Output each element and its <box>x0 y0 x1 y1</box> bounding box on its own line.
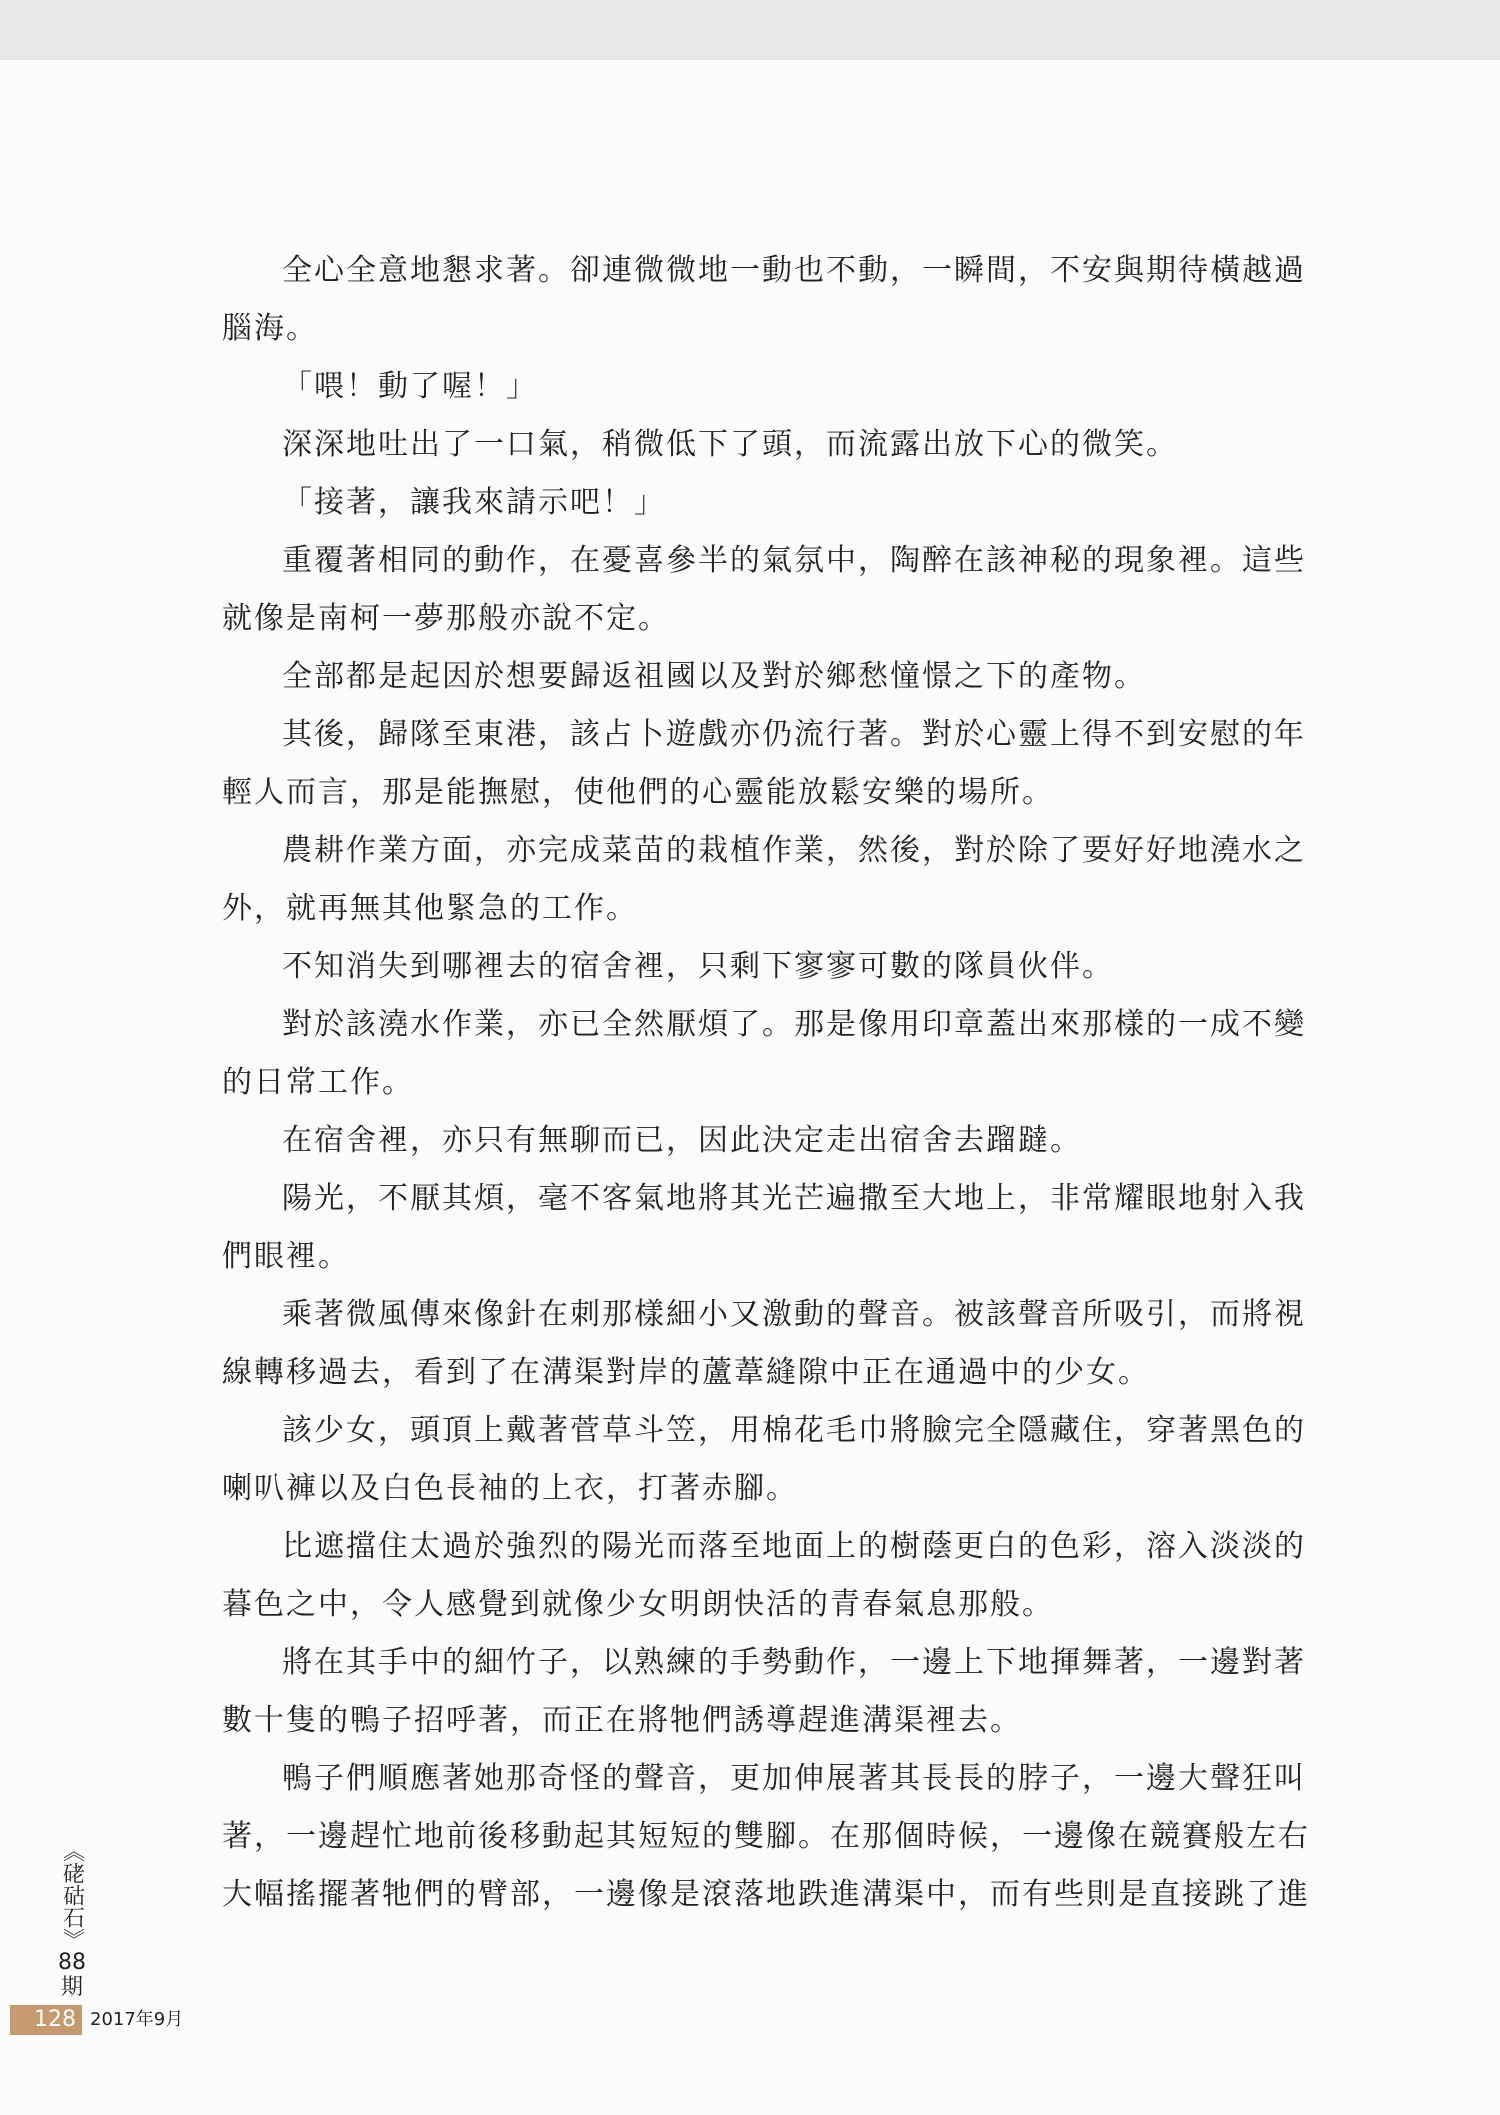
paragraph: 全部都是起因於想要歸返祖國以及對於鄉愁憧憬之下的產物。 <box>282 659 1146 694</box>
issue-number: 88 <box>58 1950 86 1975</box>
paragraph: 在宿舍裡，亦只有無聊而已，因此決定走出宿舍去蹓躂。 <box>282 1123 1082 1158</box>
paragraph: 重覆著相同的動作，在憂喜參半的氣氛中，陶醉在該神秘的現象裡。這些就像是南柯一夢那般亦說不定。 <box>222 543 1306 636</box>
page-number: 128 <box>10 2005 82 2035</box>
paragraph: 該少女，頭頂上戴著菅草斗笠，用棉花毛巾將臉完全隱藏住，穿著黑色的喇叭褲以及白色長袖的上衣，打著赤腳。 <box>222 1413 1306 1506</box>
paragraph: 比遮擋住太過於強烈的陽光而落至地面上的樹蔭更白的色彩，溶入淡淡的暮色之中，令人感覺到就像少女明朗快活的青春氣息那般。 <box>222 1529 1306 1622</box>
dialogue-line: 「接著，讓我來請示吧！」 <box>282 485 666 520</box>
issue-date: 2017年9月 <box>90 2009 184 2030</box>
paragraph: 其後，歸隊至東港，該占卜遊戲亦仍流行著。對於心靈上得不到安慰的年輕人而言，那是能撫慰，使他們的心靈能放鬆安樂的場所。 <box>222 717 1306 810</box>
magazine-title: 《硓𥑮石》 <box>59 1840 85 1950</box>
issue-suffix: 期 <box>60 1975 83 2000</box>
paragraph: 深深地吐出了一口氣，稍微低下了頭，而流露出放下心的微笑。 <box>282 427 1178 462</box>
paragraph: 不知消失到哪裡去的宿舍裡，只剩下寥寥可數的隊員伙伴。 <box>282 949 1114 984</box>
magazine-sidebar-label <box>52 1840 92 2000</box>
paragraph: 鴨子們順應著她那奇怪的聲音，更加伸展著其長長的脖子，一邊大聲狂叫著，一邊趕忙地前後移動起其短短的雙腳。在那個時候，一邊像在競賽般左右大幅搖擺著牠們的臂部，一邊像是滾落地跌進溝渠中，而有些則是直接跳了進 <box>222 1761 1310 1912</box>
paragraph: 全心全意地懇求著。卻連微微地一動也不動，一瞬間，不安與期待橫越過腦海。 <box>222 253 1306 346</box>
dialogue-line: 「喂！動了喔！」 <box>282 369 538 404</box>
paragraph: 農耕作業方面，亦完成菜苗的栽植作業，然後，對於除了要好好地澆水之外，就再無其他緊急的工作。 <box>222 833 1306 926</box>
paragraph: 乘著微風傳來像針在刺那樣細小又激動的聲音。被該聲音所吸引，而將視線轉移過去，看到了在溝渠對岸的蘆葦縫隙中正在通過中的少女。 <box>222 1297 1306 1390</box>
top-margin-band <box>0 0 1500 60</box>
paragraph: 對於該澆水作業，亦已全然厭煩了。那是像用印章蓋出來那樣的一成不變的日常工作。 <box>222 1007 1306 1100</box>
paragraph: 陽光，不厭其煩，毫不客氣地將其光芒遍撒至大地上，非常耀眼地射入我們眼裡。 <box>222 1181 1306 1274</box>
paragraph: 將在其手中的細竹子，以熟練的手勢動作，一邊上下地揮舞著，一邊對著數十隻的鴨子招呼著，而正在將牠們誘導趕進溝渠裡去。 <box>222 1645 1306 1738</box>
article-body <box>222 242 1337 1924</box>
